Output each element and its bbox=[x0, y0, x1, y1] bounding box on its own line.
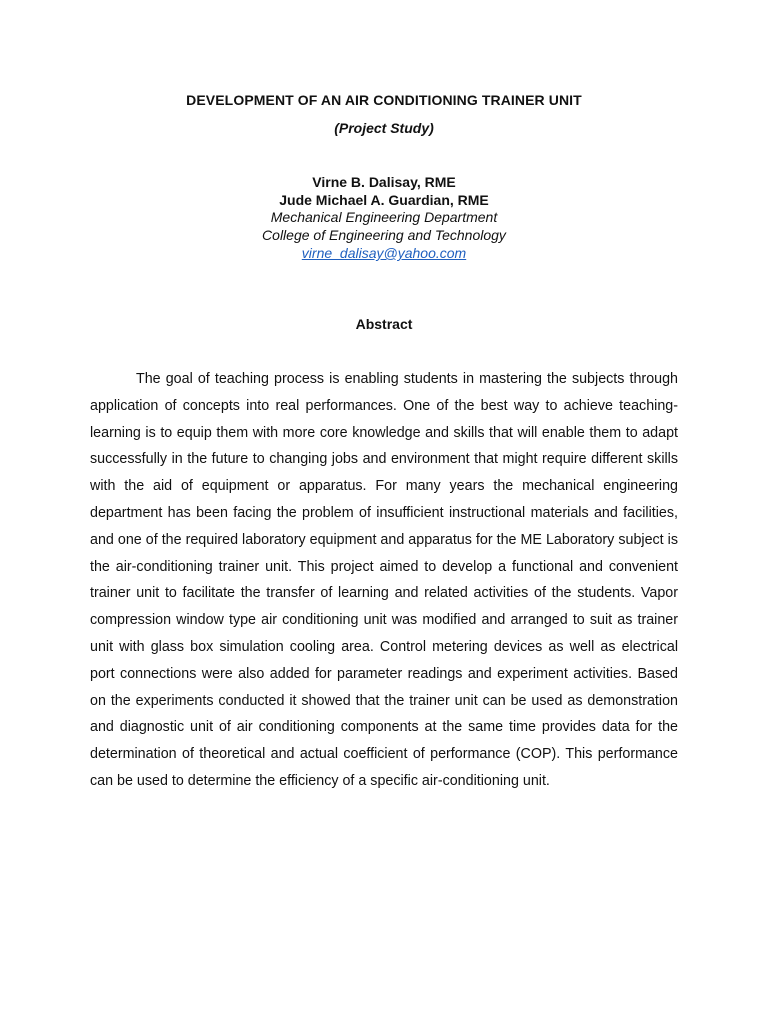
abstract-paragraph: The goal of teaching process is enabling students in mastering the subjects through application of concepts into real performances. One of the best way to achieve teaching-learning is to equip them with more core knowledge and skills that will enable them to adapt successfully in the future to changing jobs and environment that might require different skills with the aid of equipment or apparatus. For many years the mechanical engineering department has been facing the problem of insufficient instructional materials and facilities, and one of the required laboratory equipment and apparatus for the ME Laboratory subject is the air-conditioning trainer unit. This project aimed to develop a functional and convenient trainer unit to facilitate the transfer of learning and related activities of the students. Vapor compression window type air conditioning unit was modified and arranged to suit as trainer unit with glass box simulation cooling area. Control metering devices as well as electrical port connections were also added for parameter readings and experiment activities. Based on the experiments conducted it showed that the trainer unit can be used as demonstration and diagnostic unit of air conditioning components at the same time provides data for the determination of theoretical and actual coefficient of performance (COP). This performance can be used to determine the efficiency of a specific air-conditioning unit. bbox=[90, 371, 678, 789]
abstract-heading: Abstract bbox=[355, 316, 413, 332]
paper-title: DEVELOPMENT OF AN AIR CONDITIONING TRAINER UNIT bbox=[186, 92, 582, 108]
author-name: Virne B. Dalisay, RME bbox=[312, 174, 456, 190]
author-name: Jude Michael A. Guardian, RME bbox=[279, 192, 489, 208]
department-name: Mechanical Engineering Department bbox=[270, 209, 498, 225]
author-list bbox=[0, 173, 768, 209]
author-email-link[interactable]: virne_dalisay@yahoo.com bbox=[301, 245, 467, 261]
affiliation-block bbox=[0, 208, 768, 262]
paper-subtitle: (Project Study) bbox=[334, 120, 434, 136]
college-name: College of Engineering and Technology bbox=[262, 227, 506, 243]
